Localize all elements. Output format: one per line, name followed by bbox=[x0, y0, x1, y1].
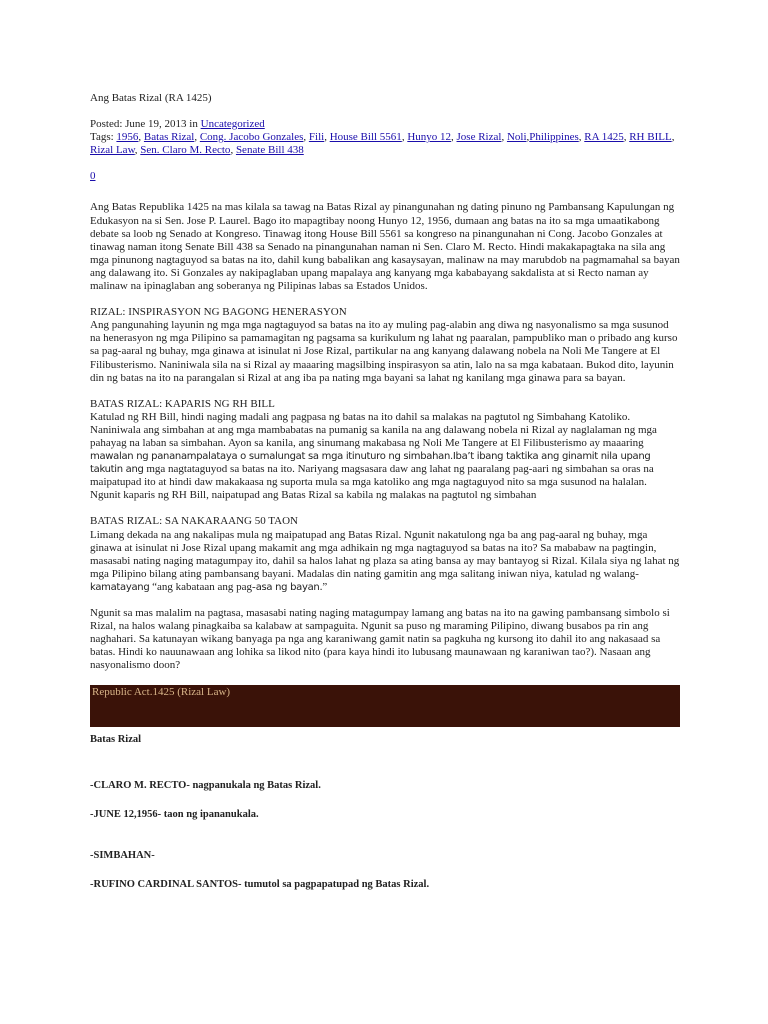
tags-label: Tags: bbox=[90, 131, 117, 144]
text-run: mga nagtataguyod sa batas na ito. Nariyang magsasara daw ang lahat ng paaralang pag-aari ng simbahan sa oras na maipatupad ito at hindi daw makakaasa ng suporta mula sa mga katoliko ang mga nagtaguyod nito sa mga susunod na halalan. Ngunit kaparis ng RH Bill, naipatupad ang Batas Rizal sa kabila ng malakas na pagtutol ng simbahan bbox=[90, 463, 654, 502]
tag-link[interactable]: Philippines bbox=[529, 131, 579, 144]
tag-link[interactable]: Jose Rizal bbox=[456, 131, 502, 144]
text-run: Katulad ng RH Bill, hindi naging madali ang pagpasa ng batas na ito dahil sa malakas na pagtutol ng Simbahang Katoliko. Naniniwala ang simbahan at ang mga mambabatas na pumanig sa kanila na ang dalawang nobela ni Rizal ay naglalaman ng mga pahayag na laban sa simbahan. Ayon sa kanila, ang sinumang makabasa ng Noli Me Tangere at El Filibusterismo ay maaaring bbox=[90, 410, 657, 449]
comments-count-link[interactable]: 0 bbox=[90, 170, 96, 183]
post-title: Ang Batas Rizal (RA 1425) bbox=[90, 92, 212, 104]
tag-link[interactable]: House Bill 5561 bbox=[329, 131, 402, 144]
tag-link[interactable]: RH BILL bbox=[629, 131, 672, 144]
posted-date: Posted: June 19, 2013 in bbox=[90, 118, 201, 131]
section-heading: BATAS RIZAL: KAPARIS NG RH BILL bbox=[90, 397, 275, 410]
note-line: -JUNE 12,1956- taon ng ipananukala. bbox=[90, 808, 259, 820]
tag-link[interactable]: Senate Bill 438 bbox=[235, 144, 304, 157]
tag-link[interactable]: 1956 bbox=[116, 131, 139, 144]
tag-link[interactable]: Hunyo 12 bbox=[407, 131, 452, 144]
text-run: ” bbox=[322, 580, 328, 593]
article bbox=[90, 92, 680, 907]
tag-link[interactable]: RA 1425 bbox=[584, 131, 624, 144]
section-paragraph bbox=[90, 411, 680, 503]
banner bbox=[90, 685, 680, 727]
tag-link[interactable]: Cong. Jacobo Gonzales bbox=[199, 131, 304, 144]
section-heading: RIZAL: INSPIRASYON NG BAGONG HENERASYON bbox=[90, 306, 347, 319]
tag-link[interactable]: Noli bbox=[506, 131, 527, 144]
tag-link[interactable]: Fili bbox=[308, 131, 325, 144]
tag-link[interactable]: Rizal Law bbox=[90, 144, 135, 157]
note-line: -RUFINO CARDINAL SANTOS- tumutol sa pagpapatupad ng Batas Rizal. bbox=[90, 878, 430, 890]
tag-list: Tags: 1956, Batas Rizal, Cong. Jacobo Gonzales, Fili, House Bill 5561, Hunyo 12, Jose Rizal, Noli,Philippines, RA 1425, RH BILL, Rizal Law, Sen. Claro M. Recto, Senate Bill 438 bbox=[90, 131, 675, 157]
banner-label: Republic Act.1425 (Rizal Law) bbox=[92, 686, 231, 699]
text-run-alt-font: kamatayang bbox=[90, 581, 150, 593]
section-heading: BATAS RIZAL: SA NAKARAANG 50 TAON bbox=[90, 515, 298, 528]
closing-paragraph: Ngunit sa mas malalim na pagtasa, masasabi nating naging matagumpay lamang ang batas na ito na gawing pambansang simbolo si Rizal, na halos walang pinagkaiba sa kalabaw at sampaguita. Ngunit sa puso ng maraming Pilipino, diwang busabos pa rin ang naghahari. Sa katunayan wikang banyaga pa nga ang karaniwang gamit natin sa pagkuha ng kursong ito dahil ito ang nakasaad sa batas. Hindi ko nauunawaan ang lohika sa likod nito (para kaya hindi ito lubusang maunawaan ng karaniwan tao?). Nasaan ang nasyonalismo doon? bbox=[90, 607, 670, 672]
tag-link[interactable]: Batas Rizal bbox=[143, 131, 195, 144]
note-line: -CLARO M. RECTO- nagpanukala ng Batas Rizal. bbox=[90, 779, 321, 791]
text-run: “ang kabataan ang pag- bbox=[149, 580, 256, 593]
text-run: Limang dekada na ang nakalipas mula ng maipatupad ang Batas Rizal. Ngunit nakatulong nga ba ang pag-aaral ng buhay, mga ginawa at isinulat ni Jose Rizal upang makamit ang mga adhikain ng mga nagtaguyod sa batas na ito? Sa mababaw na pagtingin, masasabi nating naging matagumpay ito, dahil sa halos lahat ng plaza sa ating bansa ay may bantayog si Rizal. Kilala siya ng lahat ng mga Pilipino bilang ating pambansang bayani. Madalas din nating gamitin ang mga salitang iniwan niya, katulad ng walang- bbox=[90, 528, 680, 580]
notes-heading: Batas Rizal bbox=[90, 734, 142, 746]
tag-link[interactable]: Sen. Claro M. Recto bbox=[140, 144, 231, 157]
category-link[interactable]: Uncategorized bbox=[200, 118, 265, 131]
intro-paragraph: Ang Batas Republika 1425 na mas kilala sa tawag na Batas Rizal ay pinangunahan ng dating pinuno ng Pambansang Kapulungan ng Edukasyon na si Sen. Jose P. Laurel. Bago ito mapagtibay noong Hunyo 12, 1956, dumaan ang batas na ito sa mga umaatikabong debate sa loob ng Senado at Kongreso. Tinawag itong House Bill 5561 sa kongreso na pinangunahan ni Cong. Jacobo Gonzales at tinawag naman itong Senate Bill 438 sa Senado na pinangunahan naman ni Sen. Claro M. Recto. Hindi makakapagtaka na sila ang mga pinunong nagtaguyod sa batas na ito, dahil kung babalikan ang kasaysayan, malinaw na may marubdob na pagmamahal sa bayan ang dalawang ito. Si Gonzales ay nakipaglaban upang mapalaya ang kanyang mga kababayang sakdalista at si Recto naman ay malinaw na ipinaglaban ang soberanya ng Pilipinas labas sa Estados Unidos. bbox=[90, 201, 680, 293]
section-paragraph: Ang pangunahing layunin ng mga mga nagtaguyod sa batas na ito ay muling pag-alabin ang diwa ng nasyonalismo sa mga susunod na henerasyon ng mga Pilipino sa pamamagitan ng pagsama sa kurikulum ng lahat ng paaralan, pampubliko man o pribado ang kurso sa pag-aaral ng buhay, mga ginawa at isinulat ni Jose Rizal, partikular na ang kanyang dalawang nobela na Noli Me Tangere at El Filibusterismo. Naniniwala sila na si Rizal ay maaaring magsilbing inspirasyon sa atin, lalo na sa mga kabataan. Bukod dito, layunin din ng batas na ito na parangalan si Rizal at ang iba pa nating mga bayani sa lahat ng kanilang mga ginawa para sa bayan. bbox=[90, 319, 678, 384]
section-paragraph bbox=[90, 529, 680, 594]
post-meta bbox=[90, 118, 680, 131]
text-run-alt-font: asa ng bayan. bbox=[255, 581, 323, 593]
note-line: -SIMBAHAN- bbox=[90, 849, 155, 861]
text-run-alt-font: mawalan ng pananampalataya o sumalungat sa mga itinuturo ng simbahan.Iba’t ibang taktika ang ginamit nila upang takutin ang bbox=[90, 451, 651, 476]
